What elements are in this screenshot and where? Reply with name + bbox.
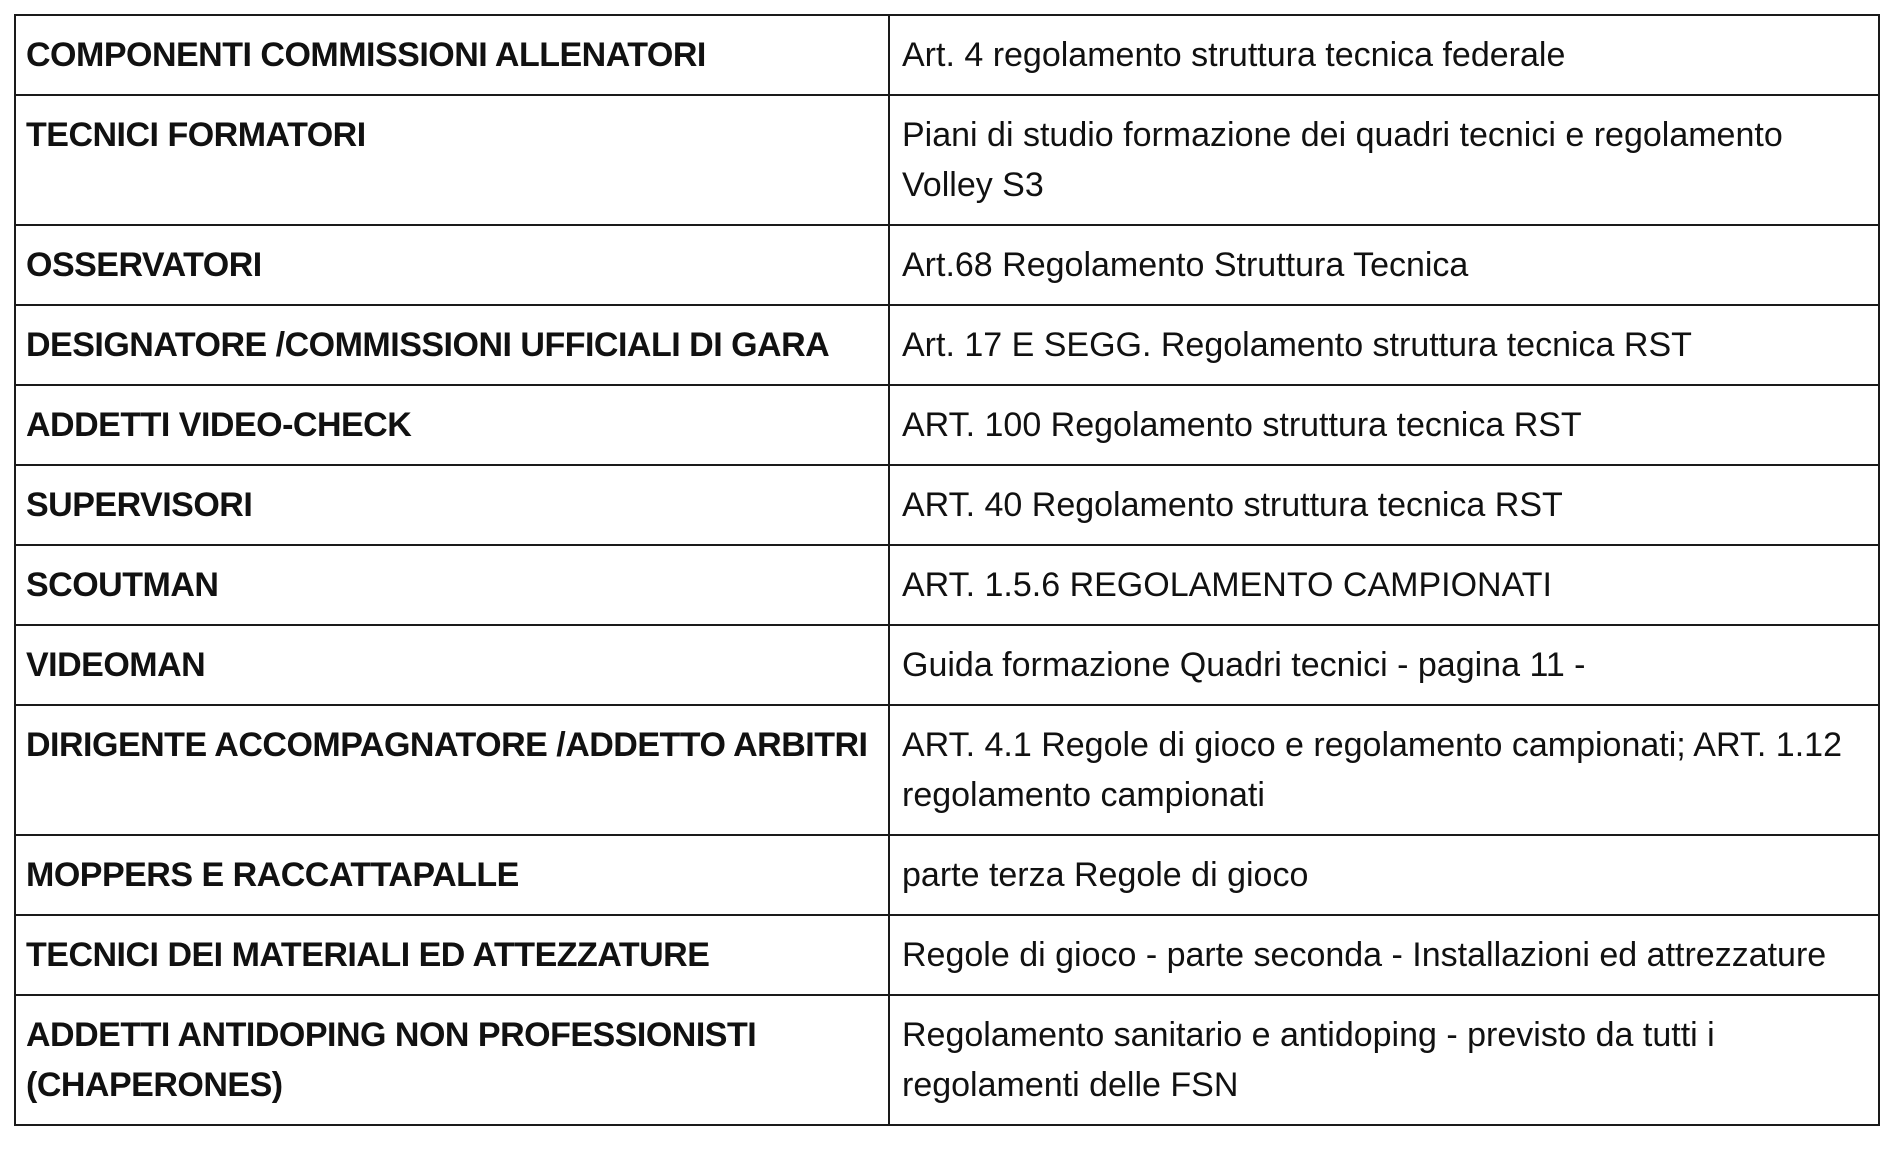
role-cell: DESIGNATORE /COMMISSIONI UFFICIALI DI GARA: [15, 305, 889, 385]
reference-cell: Art.68 Regolamento Struttura Tecnica: [889, 225, 1879, 305]
role-cell: MOPPERS E RACCATTAPALLE: [15, 835, 889, 915]
reference-cell: ART. 4.1 Regole di gioco e regolamento campionati; ART. 1.12 regolamento campionati: [889, 705, 1879, 835]
reference-cell: ART. 1.5.6 REGOLAMENTO CAMPIONATI: [889, 545, 1879, 625]
table-row: [15, 625, 1879, 705]
reference-cell: Guida formazione Quadri tecnici - pagina 11 -: [889, 625, 1879, 705]
role-cell: SCOUTMAN: [15, 545, 889, 625]
table-row: [15, 465, 1879, 545]
table-row: [15, 385, 1879, 465]
table-row: [15, 705, 1879, 835]
role-cell: ADDETTI VIDEO-CHECK: [15, 385, 889, 465]
table-row: [15, 915, 1879, 995]
reference-cell: Piani di studio formazione dei quadri tecnici e regolamento Volley S3: [889, 95, 1879, 225]
table-row: [15, 95, 1879, 225]
reference-cell: Regole di gioco - parte seconda - Installazioni ed attrezzature: [889, 915, 1879, 995]
role-cell: ADDETTI ANTIDOPING NON PROFESSIONISTI (CHAPERONES): [15, 995, 889, 1125]
reference-cell: ART. 100 Regolamento struttura tecnica RST: [889, 385, 1879, 465]
role-cell: TECNICI DEI MATERIALI ED ATTEZZATURE: [15, 915, 889, 995]
role-cell: SUPERVISORI: [15, 465, 889, 545]
role-cell: OSSERVATORI: [15, 225, 889, 305]
roles-regulations-table: [14, 14, 1880, 1126]
reference-cell: Art. 4 regolamento struttura tecnica federale: [889, 15, 1879, 95]
reference-cell: ART. 40 Regolamento struttura tecnica RST: [889, 465, 1879, 545]
role-cell: COMPONENTI COMMISSIONI ALLENATORI: [15, 15, 889, 95]
table-row: [15, 15, 1879, 95]
reference-cell: parte terza Regole di gioco: [889, 835, 1879, 915]
table-row: [15, 545, 1879, 625]
table-row: [15, 835, 1879, 915]
reference-cell: Art. 17 E SEGG. Regolamento struttura tecnica RST: [889, 305, 1879, 385]
role-cell: TECNICI FORMATORI: [15, 95, 889, 225]
table-row: [15, 995, 1879, 1125]
role-cell: VIDEOMAN: [15, 625, 889, 705]
reference-cell: Regolamento sanitario e antidoping - previsto da tutti i regolamenti delle FSN: [889, 995, 1879, 1125]
role-cell: DIRIGENTE ACCOMPAGNATORE /ADDETTO ARBITRI: [15, 705, 889, 835]
table-row: [15, 305, 1879, 385]
table-row: [15, 225, 1879, 305]
